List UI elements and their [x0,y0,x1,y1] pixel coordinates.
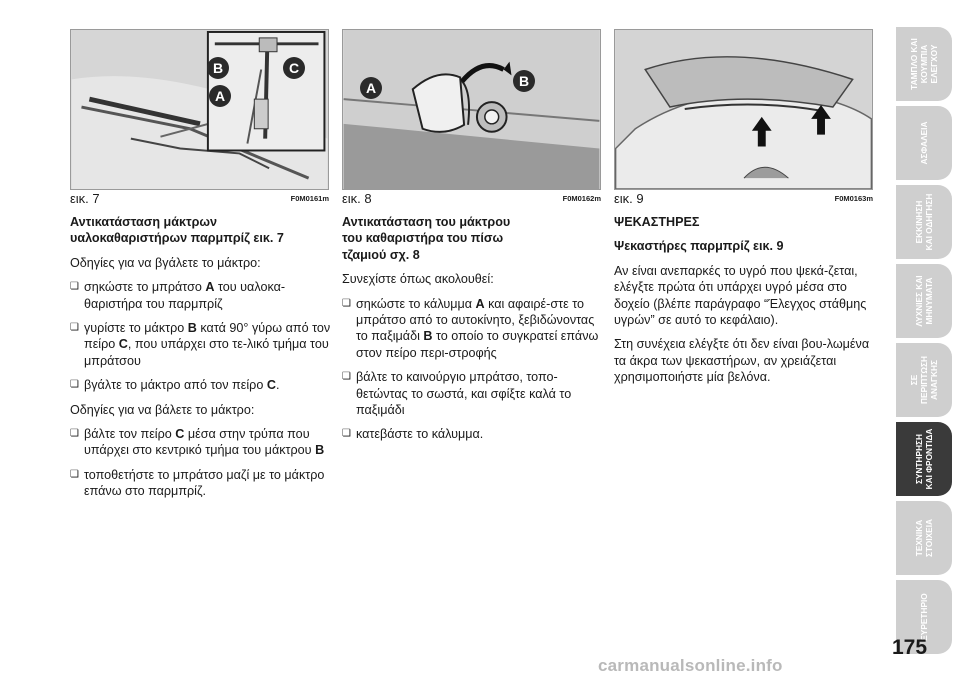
figure-8-caption [342,191,601,207]
step-remove-blade: ❏ βγάλτε το μάκτρο από τον πείρο C. [70,377,332,393]
step-lower-cover: ❏ κατεβάστε το κάλυμμα. [342,426,604,442]
callout-a: A [360,77,382,99]
figure-8-label: εικ. 8 [342,191,372,206]
figure-9-caption [614,191,873,207]
column-windscreen-blades [70,214,332,508]
tab-maintenance-care[interactable]: ΣΥΝΤΗΡΗΣΗ ΚΑΙ ΦΡΟΝΤΙΔΑ [896,422,952,496]
figure-9-code: F0M0163m [834,194,873,203]
callout-b: B [513,70,535,92]
figure-7-image [70,29,329,190]
callout-c: C [283,57,305,79]
figure-9-label: εικ. 9 [614,191,644,206]
procedure-intro: Συνεχίστε όπως ακολουθεί: [342,272,494,287]
figure-7-label: εικ. 7 [70,191,100,206]
tab-dashboard-controls[interactable]: ΤΑΜΠΛΟ ΚΑΙ ΚΟΥΜΠΙΑ ΕΛΕΓΧΟΥ [896,27,952,101]
watermark: carmanualsonline.info [598,656,783,675]
chapter-tabs [896,27,952,659]
figure-9-image [614,29,873,190]
callout-a: A [209,85,231,107]
tab-safety[interactable]: ΑΣΦΑΛΕΙΑ [896,106,952,180]
rear-wiper-illustration [343,30,600,189]
column-washers [614,214,876,394]
washers-subheading: Ψεκαστήρες παρμπρίζ εικ. 9 [614,239,784,254]
windscreen-washer-illustration [615,30,872,189]
step-fit-new-arm: ❏ βάλτε το καινούργιο μπράτσο, τοπο-θετώντας το σωστά, και σφίξτε καλά το παξιμάδι [342,369,604,418]
step-insert-pin: ❏ βάλτε τον πείρο C μέσα στην τρύπα που υπάρχει στο κεντρικό τμήμα του μάκτρου B [70,426,332,459]
washers-paragraph-2: Στη συνέχεια ελέγξτε ότι δεν είναι βου-λωμένα τα άκρα των ψεκαστήρων, αν χρειάζεται χρησιμοποιήστε μία βελόνα. [614,337,870,385]
tab-starting-driving[interactable]: ΕΚΚΙΝΗΣΗ ΚΑΙ ΟΔΗΓΗΣΗ [896,185,952,259]
step-lift-cover: ❏ σηκώστε το κάλυμμα A και αφαιρέ-στε το μπράτσο από το αυτοκίνητο, ξεβιδώνοντας το παξιμάδι B το οποίο το συγκρατεί επάνω στον πείρο περι-στροφής [342,296,604,362]
figure-8-code: F0M0162m [562,194,601,203]
tab-technical-data[interactable]: ΤΕΧΝΙΚΑ ΣΤΟΙΧΕΙΑ [896,501,952,575]
washers-paragraph-1: Αν είναι ανεπαρκές το υγρό που ψεκά-ζεται, ελέγξτε πρώτα ότι υπάρχει υγρό μέσα στο δοχείο (βλέπε παράγραφο “Έλεγχος στάθμης υγρών” σε αυτό το κεφάλαιο). [614,263,867,328]
tab-emergency[interactable]: ΣΕ ΠΕΡΙΠΤΩΣΗ ΑΝΑΓΚΗΣ [896,343,952,417]
washers-title: ΨΕΚΑΣΤΗΡΕΣ [614,215,700,229]
figure-7-caption [70,191,329,207]
callout-b: B [207,57,229,79]
section-heading: Αντικατάσταση του μάκτρου του καθαριστήρα του πίσω τζαμιού σχ. 8 [342,215,511,262]
step-rotate-blade: ❏ γυρίστε το μάκτρο B κατά 90° γύρω από τον πείρο C, που υπάρχει στο τε-λικό τμήμα του μπράτσου [70,320,332,369]
tab-warning-lights[interactable]: ΛΥΧΝΙΕΣ ΚΑΙ ΜΗΝΥΜΑΤΑ [896,264,952,338]
section-heading: Αντικατάσταση μάκτρων υαλοκαθαριστήρων παρμπρίζ εικ. 7 [70,215,284,246]
step-lift-arm: ❏ σηκώστε το μπράτσο A του υαλοκα-θαριστήρα του παρμπρίζ [70,279,332,312]
wiper-arm-illustration [71,30,328,189]
column-rear-blade [342,214,604,451]
step-place-arm: ❏ τοποθετήστε το μπράτσο μαζί με το μάκτρο επάνω στο παρμπρίζ. [70,467,332,500]
page-number: 175 [892,636,928,659]
removal-intro: Οδηγίες για να βγάλετε το μάκτρο: [70,255,261,270]
fitting-intro: Οδηγίες για να βάλετε το μάκτρο: [70,402,255,417]
figure-8-image [342,29,601,190]
figure-7-code: F0M0161m [290,194,329,203]
tab-index[interactable]: ΕΥΡΕΤΗΡΙΟ [896,580,952,654]
